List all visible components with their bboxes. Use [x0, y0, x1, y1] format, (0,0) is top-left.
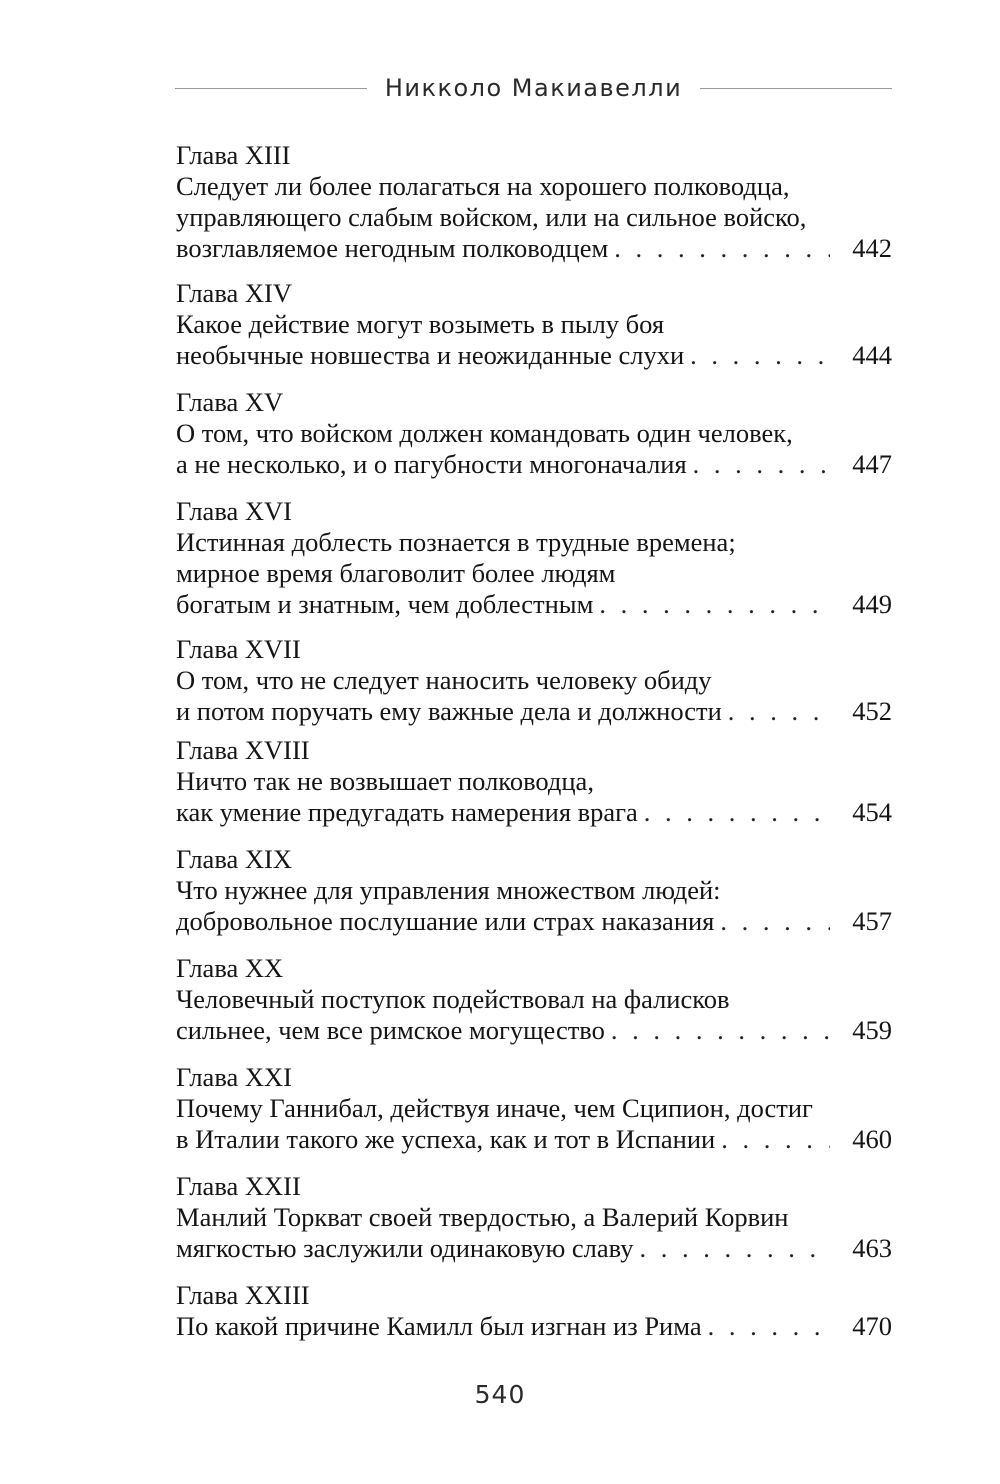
header-rule-left	[175, 88, 367, 89]
chapter-title-line: как умение предугадать намерения врага	[176, 797, 638, 827]
page-reference: 447	[852, 449, 892, 479]
dot-leader	[690, 340, 830, 371]
toc-entry	[176, 1280, 892, 1389]
chapter-number: Глава XX	[176, 953, 284, 983]
dot-leader	[708, 1311, 830, 1342]
page-reference: 444	[852, 340, 892, 370]
chapter-number: Глава XVIII	[176, 735, 310, 765]
chapter-title-line: мягкостью заслужили одинаковую славу	[176, 1233, 634, 1263]
chapter-title-last-line	[176, 696, 892, 727]
toc-entry	[176, 496, 892, 634]
chapter-title-line: в Италии такого же успеха, как и тот в Испании	[176, 1124, 716, 1154]
chapter-title-line: Какое действие могут возыметь в пылу боя	[176, 309, 665, 339]
page-reference: 442	[852, 233, 892, 263]
page-reference: 459	[852, 1015, 892, 1045]
dot-leader	[599, 589, 830, 620]
table-of-contents	[176, 140, 892, 1389]
chapter-title-last-line	[176, 1311, 892, 1342]
chapter-title-line: управляющего слабым войском, или на сильное войско,	[176, 202, 807, 232]
chapter-title-last-line	[176, 1124, 892, 1155]
chapter-title-last-line	[176, 797, 892, 828]
chapter-title-last-line	[176, 233, 892, 264]
toc-entry	[176, 140, 892, 278]
chapter-title-line: О том, что не следует наносить человеку обиду	[176, 665, 712, 695]
toc-entry	[176, 387, 892, 496]
chapter-number: Глава XV	[176, 387, 284, 417]
dot-leader	[614, 233, 830, 264]
dot-leader	[640, 1233, 830, 1264]
page-number: 540	[474, 1380, 526, 1409]
chapter-title-line: а не несколько, и о пагубности многоначалия	[176, 449, 687, 479]
chapter-title-line: возглавляемое негодным полководцем	[176, 233, 609, 263]
chapter-title-line: Следует ли более полагаться на хорошего полководца,	[176, 171, 790, 201]
toc-entry	[176, 953, 892, 1062]
dot-leader	[644, 797, 830, 828]
running-title: Никколо Макиавелли	[384, 74, 683, 102]
dot-leader	[728, 696, 830, 727]
chapter-number: Глава XVI	[176, 496, 292, 526]
running-header	[175, 66, 892, 110]
toc-entry	[176, 1171, 892, 1280]
chapter-title-line: добровольное послушание или страх наказания	[176, 906, 715, 936]
toc-entry	[176, 634, 892, 735]
chapter-title-last-line	[176, 906, 892, 937]
toc-entry	[176, 1062, 892, 1171]
chapter-title-line: мирное время благоволит более людям	[176, 558, 616, 588]
toc-entry	[176, 735, 892, 844]
chapter-title-line: По какой причине Камилл был изгнан из Рима	[176, 1311, 702, 1341]
chapter-title-line: О том, что войском должен командовать один человек,	[176, 418, 793, 448]
dot-leader	[693, 449, 830, 480]
chapter-number: Глава XXI	[176, 1062, 292, 1092]
chapter-title-last-line	[176, 1233, 892, 1264]
dot-leader	[720, 906, 830, 937]
chapter-title-line: Что нужнее для управления множеством людей:	[176, 875, 721, 905]
chapter-number: Глава XXIII	[176, 1280, 310, 1310]
chapter-title-last-line	[176, 340, 892, 371]
page-reference: 470	[852, 1311, 892, 1341]
chapter-title-line: Ничто так не возвышает полководца,	[176, 766, 594, 796]
dot-leader	[611, 1015, 830, 1046]
chapter-number: Глава XXII	[176, 1171, 301, 1201]
header-rule-right	[700, 88, 892, 89]
chapter-title-last-line	[176, 1015, 892, 1046]
page-reference: 454	[852, 797, 892, 827]
chapter-number: Глава XIX	[176, 844, 292, 874]
page-reference: 449	[852, 589, 892, 619]
page-reference: 463	[852, 1233, 892, 1263]
chapter-title-line: Манлий Торкват своей твердостью, а Валерий Корвин	[176, 1202, 789, 1232]
chapter-title-line: Истинная доблесть познается в трудные времена;	[176, 527, 736, 557]
chapter-number: Глава XVII	[176, 634, 301, 664]
chapter-title-line: и потом поручать ему важные дела и должности	[176, 696, 722, 726]
chapter-title-line: Почему Ганнибал, действуя иначе, чем Сципион, достиг	[176, 1093, 813, 1123]
chapter-title-last-line	[176, 449, 892, 480]
chapter-number: Глава XIV	[176, 278, 292, 308]
toc-entry	[176, 844, 892, 953]
page-reference: 457	[852, 906, 892, 936]
toc-entry	[176, 278, 892, 387]
chapter-title-line: Человечный поступок подействовал на фалисков	[176, 984, 730, 1014]
dot-leader	[721, 1124, 830, 1155]
chapter-title-last-line	[176, 589, 892, 620]
page-reference: 452	[852, 696, 892, 726]
chapter-title-line: богатым и знатным, чем доблестным	[176, 589, 594, 619]
chapter-title-line: сильнее, чем все римское могущество	[176, 1015, 605, 1045]
chapter-title-line: необычные новшества и неожиданные слухи	[176, 340, 685, 370]
chapter-number: Глава XIII	[176, 140, 291, 170]
page-reference: 460	[852, 1124, 892, 1154]
